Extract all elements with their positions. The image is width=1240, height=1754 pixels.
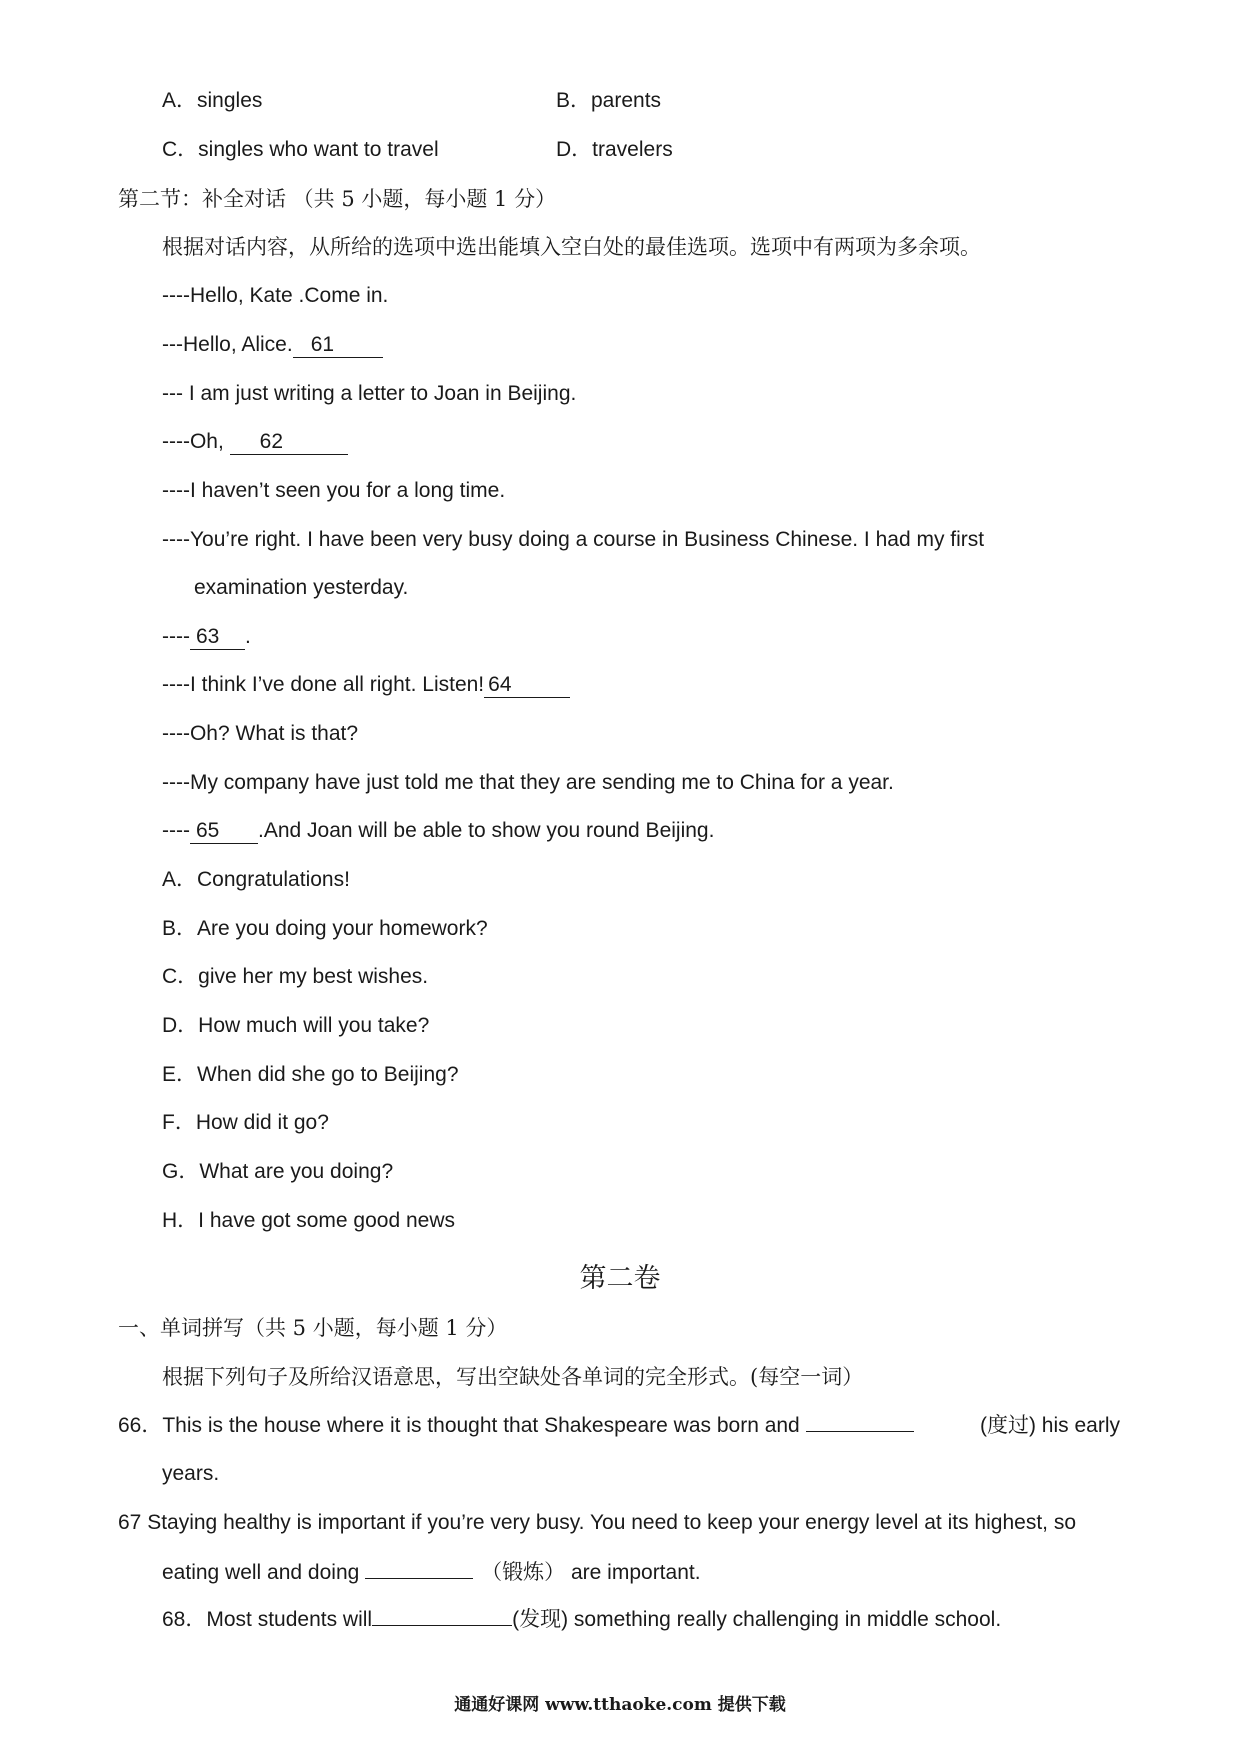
page-footer: 通通好课网 www.tthaoke.com 提供下载	[454, 1695, 786, 1715]
answer-blank-68[interactable]	[372, 1625, 512, 1626]
answer-blank-61[interactable]: 61	[293, 333, 383, 358]
dialogue-line-9: ----Oh? What is that?	[162, 722, 359, 745]
dialogue-line-6: ----You’re right. I have been very busy doing a course in Business Chinese. I had my first	[162, 528, 985, 551]
answer-blank-66[interactable]	[806, 1431, 914, 1432]
dialogue-line-6-cont: examination yesterday.	[194, 576, 409, 599]
dialogue-line-2	[162, 330, 383, 360]
answer-blank-64[interactable]: 64	[484, 673, 570, 698]
question-67: 67 Staying healthy is important if you’re very busy. You need to keep your energy level at its highest, so	[118, 1511, 1077, 1534]
question-66	[118, 1411, 1120, 1441]
option-b: B．Are you doing your homework?	[162, 917, 488, 940]
question-67-cont	[162, 1557, 701, 1588]
option-a-prev: A．singles	[162, 89, 263, 112]
dialogue-line-4	[162, 427, 348, 457]
question-hint: （锻炼）	[481, 1560, 566, 1584]
dialogue-text: ----Oh,	[162, 430, 230, 453]
section-instruction: 根据对话内容，从所给的选项中选出能填入空白处的最佳选项。选项中有两项为多余项。	[162, 235, 981, 259]
dialogue-text: ----	[162, 625, 190, 648]
part2-instruction: 根据下列句子及所给汉语意思，写出空缺处各单词的完全形式。(每空一词）	[162, 1365, 864, 1389]
dialogue-text: ----	[162, 819, 190, 842]
dialogue-line-11	[162, 816, 714, 846]
answer-blank-67[interactable]	[365, 1578, 473, 1579]
dialogue-text: .	[244, 625, 251, 648]
dialogue-text: ----I think I’ve done all right. Listen!	[162, 673, 485, 696]
part-title: 第二卷	[579, 1263, 661, 1294]
question-text: something really challenging in middle school.	[568, 1608, 1002, 1631]
answer-blank-63[interactable]: 63	[190, 625, 245, 650]
dialogue-text: ---Hello, Alice.	[162, 333, 293, 356]
dialogue-line-1: ----Hello, Kate .Come in.	[162, 284, 389, 307]
option-f: F．How did it go?	[162, 1111, 329, 1134]
dialogue-line-3: --- I am just writing a letter to Joan in Beijing.	[162, 382, 577, 405]
option-g: G．What are you doing?	[162, 1160, 394, 1183]
option-h: H．I have got some good news	[162, 1209, 455, 1232]
option-c-prev: C．singles who want to travel	[162, 138, 439, 161]
option-c: C．give her my best wishes.	[162, 965, 429, 988]
answer-blank-65[interactable]: 65	[190, 819, 258, 844]
option-b-prev: B．parents	[556, 89, 662, 112]
question-66-cont: years.	[162, 1462, 220, 1485]
answer-blank-62[interactable]: 62	[230, 430, 348, 455]
question-text: are important.	[565, 1561, 701, 1584]
section-heading: 第二节：补全对话 （共 5 小题，每小题 1 分）	[118, 187, 557, 211]
dialogue-line-10: ----My company have just told me that they are sending me to China for a year.	[162, 771, 894, 794]
question-68	[162, 1605, 1001, 1635]
option-a: A．Congratulations!	[162, 868, 350, 891]
question-hint: (度过) his early	[979, 1414, 1120, 1437]
part2-heading: 一、单词拼写（共 5 小题，每小题 1 分）	[118, 1316, 508, 1340]
question-text: 68．Most students will	[162, 1608, 373, 1631]
option-d-prev: D．travelers	[556, 138, 673, 161]
dialogue-line-7	[162, 622, 251, 652]
option-d: D．How much will you take?	[162, 1014, 430, 1037]
question-text: 66．This is the house where it is thought that Shakespeare was born and	[118, 1414, 806, 1437]
dialogue-line-8	[162, 670, 570, 700]
option-e: E．When did she go to Beijing?	[162, 1063, 459, 1086]
question-hint: (发现)	[512, 1608, 569, 1631]
dialogue-text: .And Joan will be able to show you round Beijing.	[257, 819, 715, 842]
dialogue-line-5: ----I haven’t seen you for a long time.	[162, 479, 506, 502]
question-text: eating well and doing	[162, 1561, 366, 1584]
